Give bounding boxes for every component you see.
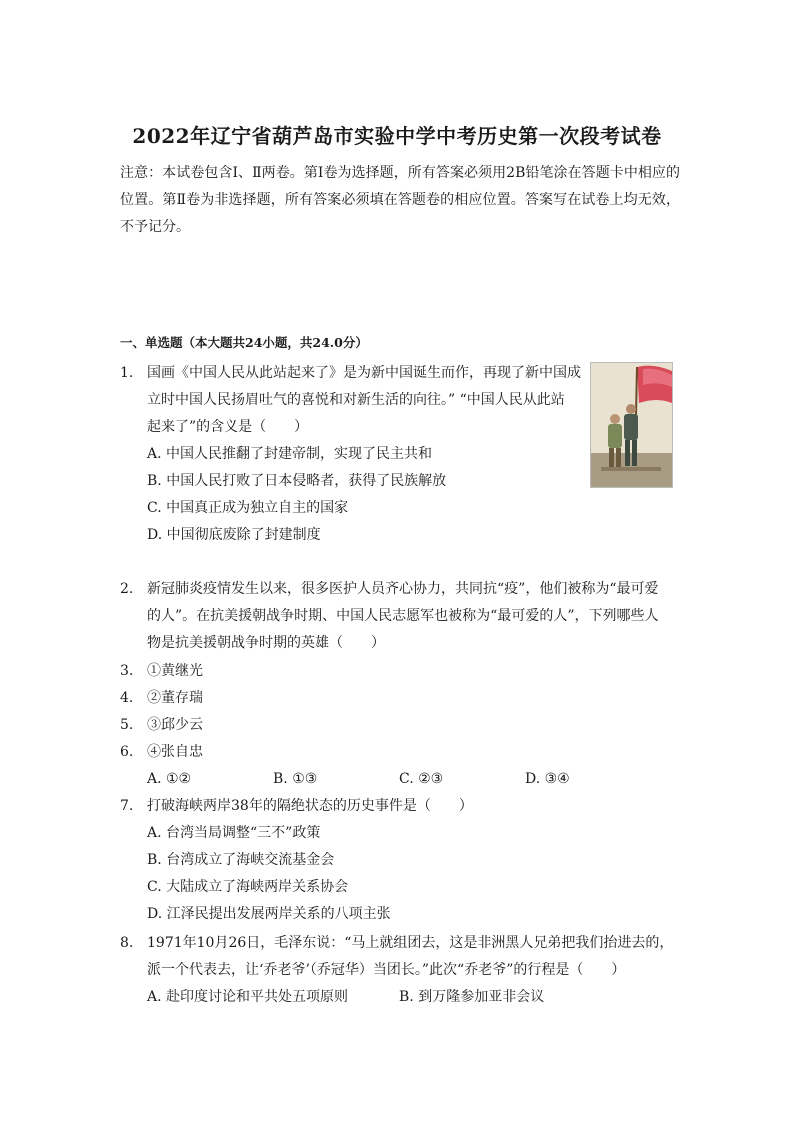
option-d: D. 江泽民提出发展两岸关系的八项主张 [147,906,391,922]
question-text-line: 立时中国人民扬眉吐气的喜悦和对新生活的向往。” “中国人民从此站 [147,392,565,408]
option-c: C. 大陆成立了海峡两岸关系协会 [147,879,349,895]
question-text: ③邱少云 [147,717,203,733]
question-number: 1. [120,365,134,381]
question-1 [120,360,590,549]
question-7 [120,793,680,928]
option-a: A. 台湾当局调整“三不”政策 [147,825,321,841]
option-b: B. 中国人民打败了日本侵略者，获得了民族解放 [147,473,447,489]
question-text-line: 新冠肺炎疫情发生以来，很多医护人员齐心协力，共同抗“疫”，他们被称为“最可爱 [147,581,659,597]
question-text-line: 派一个代表去，让‘乔老爷’（乔冠华）当团长。”此次“乔老爷”的行程是（ ） [147,962,626,978]
question-number: 5. [120,717,134,733]
question-text: 打破海峡两岸38年的隔绝状态的历史事件是（ ） [147,798,473,814]
question-number: 3. [120,663,134,679]
question-2 [120,576,680,657]
exam-notice: 注意：本试卷包含Ⅰ、Ⅱ两卷。第Ⅰ卷为选择题，所有答案必须用2B铅笔涂在答题卡中相应的位置。第Ⅱ卷为非选择题，所有答案必须填在答题卷的相应位置。答案写在试卷上均无效，不予记分。 [120,165,680,235]
option-a: A. 赴印度讨论和平共处五项原则 [147,989,349,1005]
option-d: D. 中国彻底废除了封建制度 [147,527,321,543]
question-number: 8. [120,935,134,951]
question-6 [120,739,680,793]
option-a: A. ①② [147,771,192,787]
option-b: B. ①③ [273,771,318,787]
option-c: C. ②③ [399,771,444,787]
question-text-line: 1971年10月26日，毛泽东说：“马上就组团去，这是非洲黑人兄弟把我们抬进去的， [147,935,674,951]
exam-title: 2022年辽宁省葫芦岛市实验中学中考历史第一次段考试卷 [132,124,662,148]
options-row [147,766,680,793]
question-3 [120,658,680,685]
question-text-line: 物是抗美援朝战争时期的英雄（ ） [147,635,385,651]
question-text-line: 起来了”的含义是（ ） [147,419,309,435]
question-text: ④张自忠 [147,744,203,760]
section-heading: 一、单选题（本大题共24小题，共24.0分） [120,335,368,350]
option-b: B. 台湾成立了海峡交流基金会 [147,852,335,868]
question-text-line: 的人”。在抗美援朝战争时期、中国人民志愿军也被称为“最可爱的人”，下列哪些人 [147,608,659,624]
question-5 [120,712,680,739]
question-number: 7. [120,798,134,814]
question-number: 6. [120,744,134,760]
question-number: 4. [120,690,134,706]
question-number: 2. [120,581,134,597]
option-b: B. 到万隆参加亚非会议 [399,989,545,1005]
option-a: A. 中国人民推翻了封建帝制，实现了民主共和 [147,446,433,462]
question-8 [120,930,680,1011]
painting-standing-up-icon [590,362,673,488]
option-d: D. ③④ [525,771,570,787]
question-4 [120,685,680,712]
question-text: ①黄继光 [147,663,203,679]
option-c: C. 中国真正成为独立自主的国家 [147,500,349,516]
question-text-line: 国画《中国人民从此站起来了》是为新中国诞生而作，再现了新中国成 [147,365,581,381]
options-row [147,984,680,1011]
question-text: ②董存瑞 [147,690,203,706]
